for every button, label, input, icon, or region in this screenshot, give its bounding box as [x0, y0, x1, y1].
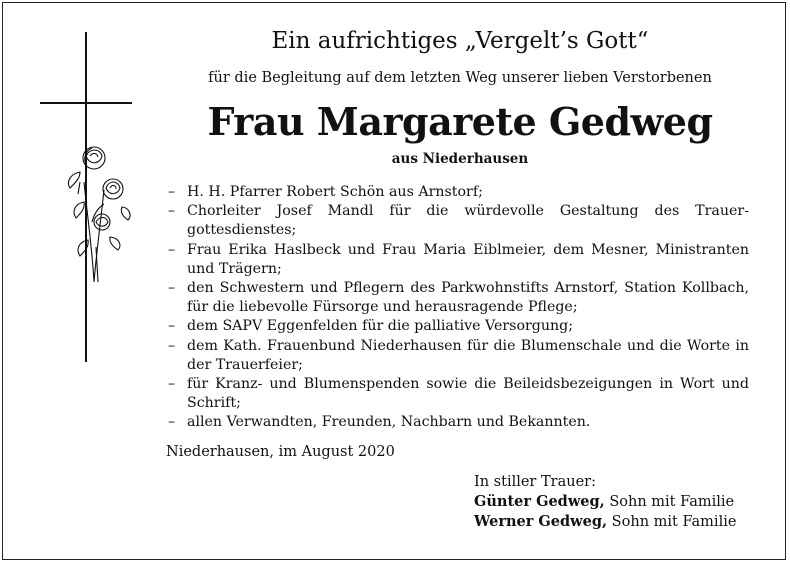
signature-block — [474, 473, 736, 532]
mourner-line — [474, 512, 736, 532]
thanks-item: – Frau Erika Haslbeck und Frau Maria Eiblmeier, dem Mesner, Ministranten und Trägern; — [166, 241, 749, 279]
thanks-list — [166, 183, 749, 433]
mourner-name: Werner Gedweg, — [474, 513, 608, 530]
deceased-name: Frau Margarete Gedweg — [207, 99, 713, 144]
subheading: für die Begleitung auf dem letzten Weg unserer lieben Verstorbenen — [208, 70, 712, 86]
origin: aus Niederhausen — [391, 151, 529, 167]
thanks-item: – Chorleiter Josef Mandl für die würdevolle Gestaltung des Trauergottesdienstes; — [166, 202, 749, 240]
mourner-relation: Sohn mit Familie — [607, 514, 737, 530]
mourner-name: Günter Gedweg, — [474, 493, 605, 510]
roses-icon — [68, 147, 130, 282]
thanks-item: – dem SAPV Eggenfelden für die palliative Versorgung; — [166, 317, 749, 336]
place-date: Niederhausen, im August 2020 — [166, 444, 395, 460]
mourner-line — [474, 492, 736, 512]
mourner-relation: Sohn mit Familie — [604, 494, 735, 510]
mourners-intro: In stiller Trauer: — [474, 474, 596, 490]
thanks-item: – dem Kath. Frauenbund Niederhausen für die Blumenschale und die Worte in der Trauerfeier; — [166, 337, 749, 375]
thanks-item: – allen Verwandten, Freunden, Nachbarn und Bekannten. — [166, 413, 749, 432]
heading: Ein aufrichtiges „Vergelt’s Gott“ — [271, 28, 649, 54]
thanks-item: – H. H. Pfarrer Robert Schön aus Arnstorf; — [166, 183, 749, 202]
thanks-item: – den Schwestern und Pflegern des Parkwohnstifts Arnstorf, Station Kollbach, für die liebevolle Fürsorge und herausragende Pflege; — [166, 279, 749, 317]
thanks-item: – für Kranz- und Blumenspenden sowie die Beileidsbezeigungen in Wort und Schrift; — [166, 375, 749, 413]
cross-icon — [40, 32, 132, 362]
